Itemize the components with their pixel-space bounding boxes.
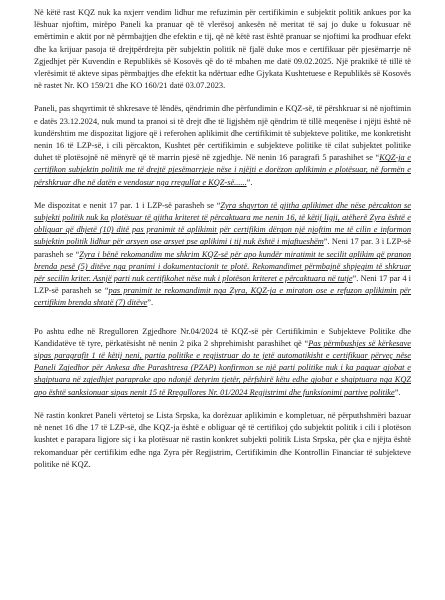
legal-quote: Zyra shqyrton të gjitha aplikimet dhe nëse përcakton se subjekti politik nuk ka plotësuar të gjitha kriteret të përcaktuara me nenin 16, të këtij ligji, atëherë Zyra është e obliguar që dhjetë (10) ditë pas pranimit të aplikimit për certifikim dërgon një njoftim me të cilin e informon subjektin politik lidhur për arsyen ose arsyet pse aplikimi i tij nuk është i mjaftueshëm bbox=[34, 200, 411, 247]
paragraph-text: Në rastin konkret Paneli vërtetoj se Lista Srpska, ka dorëzuar aplikimin e kompletuar, në përputhshmëri bazuar në nenet 16 dhe 17 të LZP-së, dhe KQZ-ja është e obliguar që të certifikoj çdo subjektit politik i cili i plotëson kushtet e parapara ligjore siç i ka plotësuar në rastin konkret subjekti politik Lista Srpska, për çka e njëjta është rekomanduar për certifikim edhe nga Zyra për Regjistrim, Certifikimin dhe Kontrollin Financiar të subjekteve politike në KQZ. bbox=[34, 410, 411, 469]
legal-quote: Pas përmbushjes së kërkesave sipas paragrafit 1 të këtij neni, partia politike e regjistruar do te jetë automatikisht e certifikuar përveç nëse Paneli Zgjedhor për Ankesa dhe Parashtresa (PZAP) konfirmon se një parti politike nuk i ka paguar gjobat e shqiptuara në zgjedhjet paraprake apo ndonjë detyrim tjetër, përfshirë këtu edhe gjobat e shqiptuara nga KQZ apo është sanksionuar sipas nenit 15 të Rregullores Nr. 01/2024 Regjistrimi dhe funksionimi partive politike bbox=[34, 338, 411, 397]
regulation-paragraph bbox=[34, 326, 411, 399]
legal-quote: pas pranimit te rekomandimit nga Zyra, KQZ-ja e miraton ose e refuzon aplikimin për certifikim brenda shtatë (7) ditëve bbox=[34, 286, 411, 308]
paragraph-text: ”. bbox=[394, 387, 401, 397]
paragraph-text: Me dispozitat e nenit 17 par. 1 i LZP-së parasheh se “ bbox=[34, 200, 221, 210]
paragraph-text: Po ashtu edhe në Rregulloren Zgjedhore Nr.04/2024 të KQZ-së për Certifikimin e Subjekteve Politike dhe Kandidatëve të tyre, përkatësisht në nenin 2 pika 2 shprehimisht parashihet që “ bbox=[34, 326, 411, 348]
conclusion-paragraph bbox=[34, 410, 411, 471]
paragraph-text: ”. Neni 17 par 4 i LZP-së parasheh se “ bbox=[34, 274, 411, 296]
paragraph-text: ”. bbox=[147, 298, 154, 308]
panel-assessment-paragraph bbox=[34, 103, 411, 188]
paragraph-text: ”. Neni 17 par. 3 i LZP-së parasheh se “ bbox=[34, 237, 411, 259]
paragraph-text: Paneli, pas shqyrtimit të shkresave të lëndës, qëndrimin dhe përfundimin e KQZ-së, të përshkruar si në njoftimin e datës 23.12.2024, nuk mund ta pranoi si të drejt dhe të ligjshëm një qëndrim të tillë meqenëse i njëjti është në kundërshtim me dispozitat ligjore që i referohen aplikimit dhe certifikimit të subjekteve politike, me konkretisht nenin 16 të LZP-së, i cili përcakton, Kushtet për certifikimin e subjekteve politike të cilat subjektet politike duhet të plotësojnë në mënyrë që të marrin pjesë në zgjedhje. Në nenin 16 paragrafi 5 parashihet se “ bbox=[34, 104, 411, 163]
kqz-notification-paragraph bbox=[34, 7, 411, 92]
legal-quote: Zyra i bënë rekomandim me shkrim KQZ-së për apo kundër miratimit te secilit aplikim që pranon brenda pesë (5) ditëve nga pranimi i dokumentacionit te plotë. Rekomandimet përmbajnë shpjegim të shkruar për secilin kriter. Asnjë parti nuk certifikohet nëse nuk i plotëson kriteret e përcaktuara në tutje bbox=[34, 249, 411, 284]
paragraph-text: ”. bbox=[246, 177, 253, 187]
article-17-paragraph bbox=[34, 200, 411, 310]
paragraph-text: Në këtë rast KQZ nuk ka nxjerr vendim lidhur me refuzimin për certifikimin e subjektit politik ankues por ka lëshuar njoftim, mirëpo Paneli ka pranuar që të vlerësoj ankesën në meritat të saj jo duke u fokusuar në emërtimin e aktit por në përmbajtjen dhe efektin e tij, që në këtë rast është pranuar se njoftimi ka prodhuar efekt dhe ka krijuar pasoja të drejtpërdrejta për subjektin politik në fjalë duke mos e certifikuar për pjesëmarrje në Zgjedhjet për Kuvendin e Republikës së Kosovës që do të mbahen me datë 09.02.2025. Një praktikë të tillë të vlerësimit të akteve sipas përmbajtjes dhe efektit ka ndërtuar edhe Gjykata Kushtetuese e Republikës së Kosovës në rastet Nr. KO 159/21 dhe KO 160/21 datë 03.07.2023. bbox=[34, 8, 411, 91]
legal-quote: KQZ-ja e certifikon subjektin politik me të drejtë pjesëmarrjeje nëse i njëjti e dorëzon aplikimin e plotësuar, në formën e përshkruar dhe në datën e vendosur nga rregullat e KQZ-së...... bbox=[34, 153, 411, 187]
